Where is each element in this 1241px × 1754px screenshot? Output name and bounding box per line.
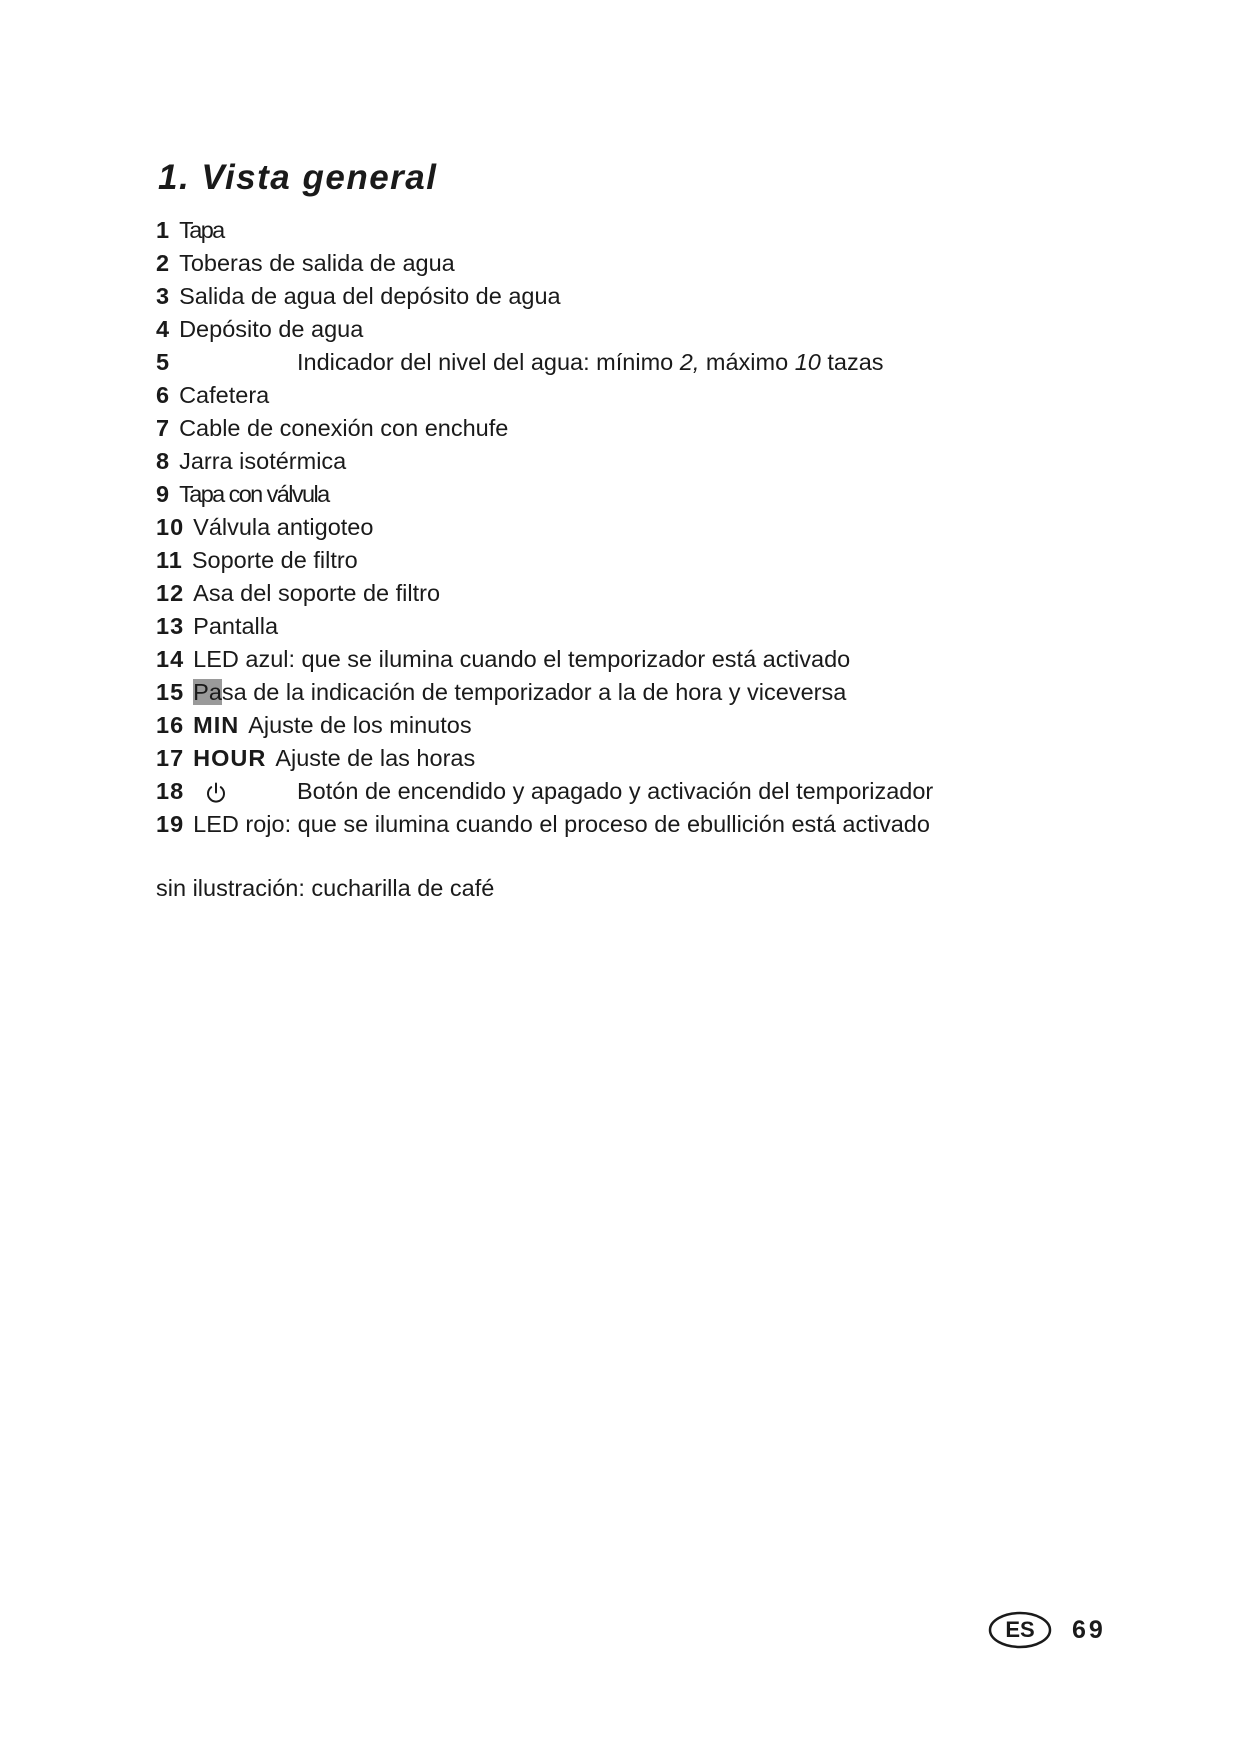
list-item bbox=[156, 478, 1156, 511]
item-text: LED azul: que se ilumina cuando el temporizador está activado bbox=[193, 646, 851, 672]
item-number: 10 bbox=[156, 514, 185, 540]
min-keyword: MIN bbox=[193, 712, 240, 738]
item-number: 6 bbox=[156, 382, 171, 408]
item-number: 3 bbox=[156, 283, 171, 309]
list-item bbox=[156, 643, 1156, 676]
item-number: 15 bbox=[156, 679, 185, 705]
item-text: Tapa con válvula bbox=[179, 481, 329, 507]
item-text: Pantalla bbox=[193, 613, 279, 639]
item-number: 9 bbox=[156, 481, 171, 507]
list-item bbox=[156, 511, 1156, 544]
language-badge: ES bbox=[1005, 1617, 1035, 1642]
item-number: 1 bbox=[156, 217, 171, 243]
page-number: 69 bbox=[1072, 1616, 1106, 1644]
list-item bbox=[156, 280, 1156, 313]
item-number: 5 bbox=[156, 349, 171, 375]
item-text: Válvula antigoteo bbox=[193, 514, 374, 540]
hour-keyword: HOUR bbox=[193, 745, 267, 771]
item-text: LED rojo: que se ilumina cuando el proceso de ebullición está activado bbox=[193, 811, 930, 837]
item-number: 14 bbox=[156, 646, 185, 672]
list-item bbox=[156, 412, 1156, 445]
list-item bbox=[156, 445, 1156, 478]
item-text: Soporte de filtro bbox=[191, 547, 358, 573]
item-number: 16 bbox=[156, 712, 185, 738]
footnote: sin ilustración: cucharilla de café bbox=[156, 875, 495, 901]
list-item bbox=[156, 610, 1156, 643]
list-item bbox=[156, 577, 1156, 610]
item-number: 19 bbox=[156, 811, 185, 837]
list-item bbox=[156, 544, 1156, 577]
item-number: 17 bbox=[156, 745, 185, 771]
item-text: Salida de agua del depósito de agua bbox=[179, 283, 561, 309]
item-text: Cafetera bbox=[179, 382, 270, 408]
item-number: 18 bbox=[156, 778, 185, 804]
item-text: Indicador del nivel del agua: mínimo 2, máximo 10 tazas bbox=[297, 349, 884, 375]
list-item bbox=[156, 214, 1156, 247]
item-number: 11 bbox=[156, 547, 183, 573]
item-text: Tapa bbox=[179, 217, 224, 243]
page-title: 1. Vista general bbox=[158, 158, 438, 197]
highlight-mark: Pa bbox=[193, 679, 222, 705]
item-text: Toberas de salida de agua bbox=[179, 250, 455, 276]
list-item bbox=[156, 676, 1156, 709]
item-number: 12 bbox=[156, 580, 185, 606]
item-text: Ajuste de las horas bbox=[275, 745, 476, 771]
item-number: 4 bbox=[156, 316, 171, 342]
min-cups-value: 2, bbox=[679, 349, 700, 375]
list-item bbox=[156, 313, 1156, 346]
item-text: sa de la indicación de temporizador a la de hora y viceversa bbox=[221, 679, 847, 705]
item-number: 8 bbox=[156, 448, 171, 474]
item-text: Asa del soporte de filtro bbox=[193, 580, 441, 606]
item-text: Cable de conexión con enchufe bbox=[179, 415, 509, 441]
list-item bbox=[156, 379, 1156, 412]
item-text: Jarra isotérmica bbox=[179, 448, 347, 474]
list-item bbox=[156, 808, 1156, 841]
item-text: Ajuste de los minutos bbox=[248, 712, 472, 738]
list-item bbox=[156, 775, 1156, 808]
item-text: Depósito de agua bbox=[179, 316, 364, 342]
max-cups-value: 10 bbox=[794, 349, 821, 375]
item-number: 2 bbox=[156, 250, 171, 276]
item-number: 7 bbox=[156, 415, 171, 441]
parts-list bbox=[156, 214, 1156, 841]
power-icon bbox=[204, 781, 228, 805]
list-item bbox=[156, 742, 1156, 775]
list-item bbox=[156, 709, 1156, 742]
item-text: Botón de encendido y apagado y activación del temporizador bbox=[297, 778, 934, 804]
list-item bbox=[156, 346, 1156, 379]
item-number: 13 bbox=[156, 613, 185, 639]
list-item bbox=[156, 247, 1156, 280]
